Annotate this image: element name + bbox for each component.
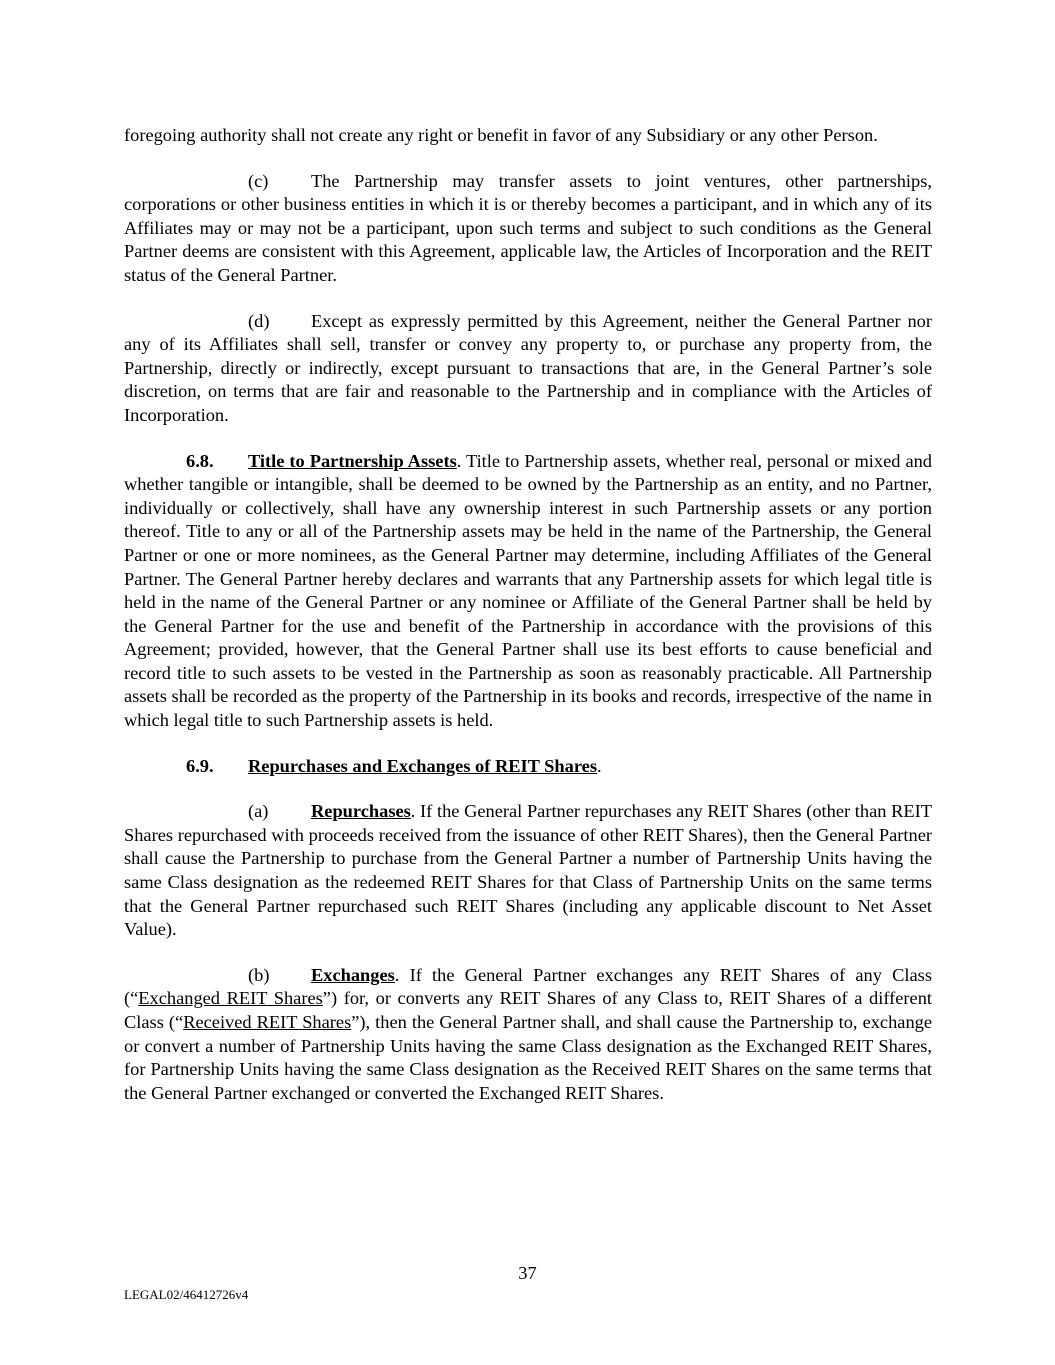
paragraph-heading: Repurchases [311, 801, 411, 822]
paragraph-marker: (a) [248, 801, 269, 822]
paragraph-marker: (d) [248, 310, 270, 331]
paragraph-heading: Exchanges [311, 964, 395, 985]
defined-term: Received REIT Shares [183, 1012, 352, 1032]
section-number: 6.9. [186, 755, 214, 776]
section-heading: Title to Partnership Assets [248, 450, 457, 471]
paragraph-text: Except as expressly permitted by this Agreement, neither the General Partner nor any of its Affiliates shall sell, transfer or convey any property to, or purchase any property from, the Partnership, directly or indirectly, except pursuant to transactions that are, in the General Partner’s sole discretion, on terms that are fair and reasonable to the Partnership and in compliance with the Articles of Incorporation. [124, 310, 932, 425]
section-heading-trail: . [596, 755, 602, 776]
paragraph-marker: (b) [248, 964, 270, 985]
paragraph-text: . If the General Partner exchanges any REIT Shares of any Class (“ [124, 964, 932, 1009]
paragraph-marker: (c) [248, 170, 269, 191]
section-6-8 [124, 450, 932, 733]
section-number: 6.8. [186, 450, 214, 471]
paragraph-6-9-b [124, 964, 932, 1106]
paragraph-d [124, 310, 932, 428]
paragraph-text: ”), then the General Partner shall, and shall cause the Partnership to, exchange or convert a number of Partnership Units having the same Class designation as the Exchanged REIT Shares, for Partnership Units having the same Class designation as the Received REIT Shares on the same terms that the General Partner exchanged or converted the Exchanged REIT Shares. [124, 1012, 932, 1103]
paragraph-text: ”) for, or converts any REIT Shares of any Class to, REIT Shares of a different Class (“ [124, 988, 932, 1032]
paragraph-text: The Partnership may transfer assets to joint ventures, other partnerships, corporations or other business entities in which it is or thereby becomes a participant, and in which any of its Affiliates may or may not be a participant, upon such terms and subject to such conditions as the General Partner deems are consistent with this Agreement, applicable law, the Articles of Incorporation and the REIT status of the General Partner. [124, 170, 932, 285]
document-code: LEGAL02/46412726v4 [124, 1287, 249, 1302]
section-text: . Title to Partnership assets, whether real, personal or mixed and whether tangible or intangible, shall be deemed to be owned by the Partnership as an entity, and no Partner, individually or collectively, shall have any ownership interest in such Partnership assets or any portion thereof. Title to any or all of the Partnership assets may be held in the name of the Partnership, the General Partner or one or more nominees, as the General Partner may determine, including Affiliates of the General Partner. The General Partner hereby declares and warrants that any Partnership assets for which legal title is held in the name of the General Partner or any nominee or Affiliate of the General Partner shall be held by the General Partner for the use and benefit of the Partnership in accordance with the provisions of this Agreement; provided, however, that the General Partner shall use its best efforts to cause beneficial and record title to such assets to be vested in the Partnership as soon as reasonably practicable. All Partnership assets shall be recorded as the property of the Partnership in its books and records, irrespective of the name in which legal title to such Partnership assets is held. [124, 450, 933, 731]
continuation-paragraph: foregoing authority shall not create any right or benefit in favor of any Subsidiary or any other Person. [124, 125, 878, 145]
page-number: 37 [518, 1263, 537, 1283]
document-body [124, 124, 932, 1127]
section-6-9 [124, 755, 932, 779]
paragraph-c [124, 170, 932, 288]
paragraph-text: . If the General Partner repurchases any REIT Shares (other than REIT Shares repurchased with proceeds received from the issuance of other REIT Shares), then the General Partner shall cause the Partnership to purchase from the General Partner a number of Partnership Units having the same Class designation as the redeemed REIT Shares for that Class of Partnership Units on the same terms that the General Partner repurchased such REIT Shares (including any applicable discount to Net Asset Value). [124, 801, 932, 940]
section-heading: Repurchases and Exchanges of REIT Shares [248, 755, 597, 776]
paragraph-6-9-a [124, 800, 932, 942]
defined-term: Exchanged REIT Shares [138, 988, 323, 1009]
